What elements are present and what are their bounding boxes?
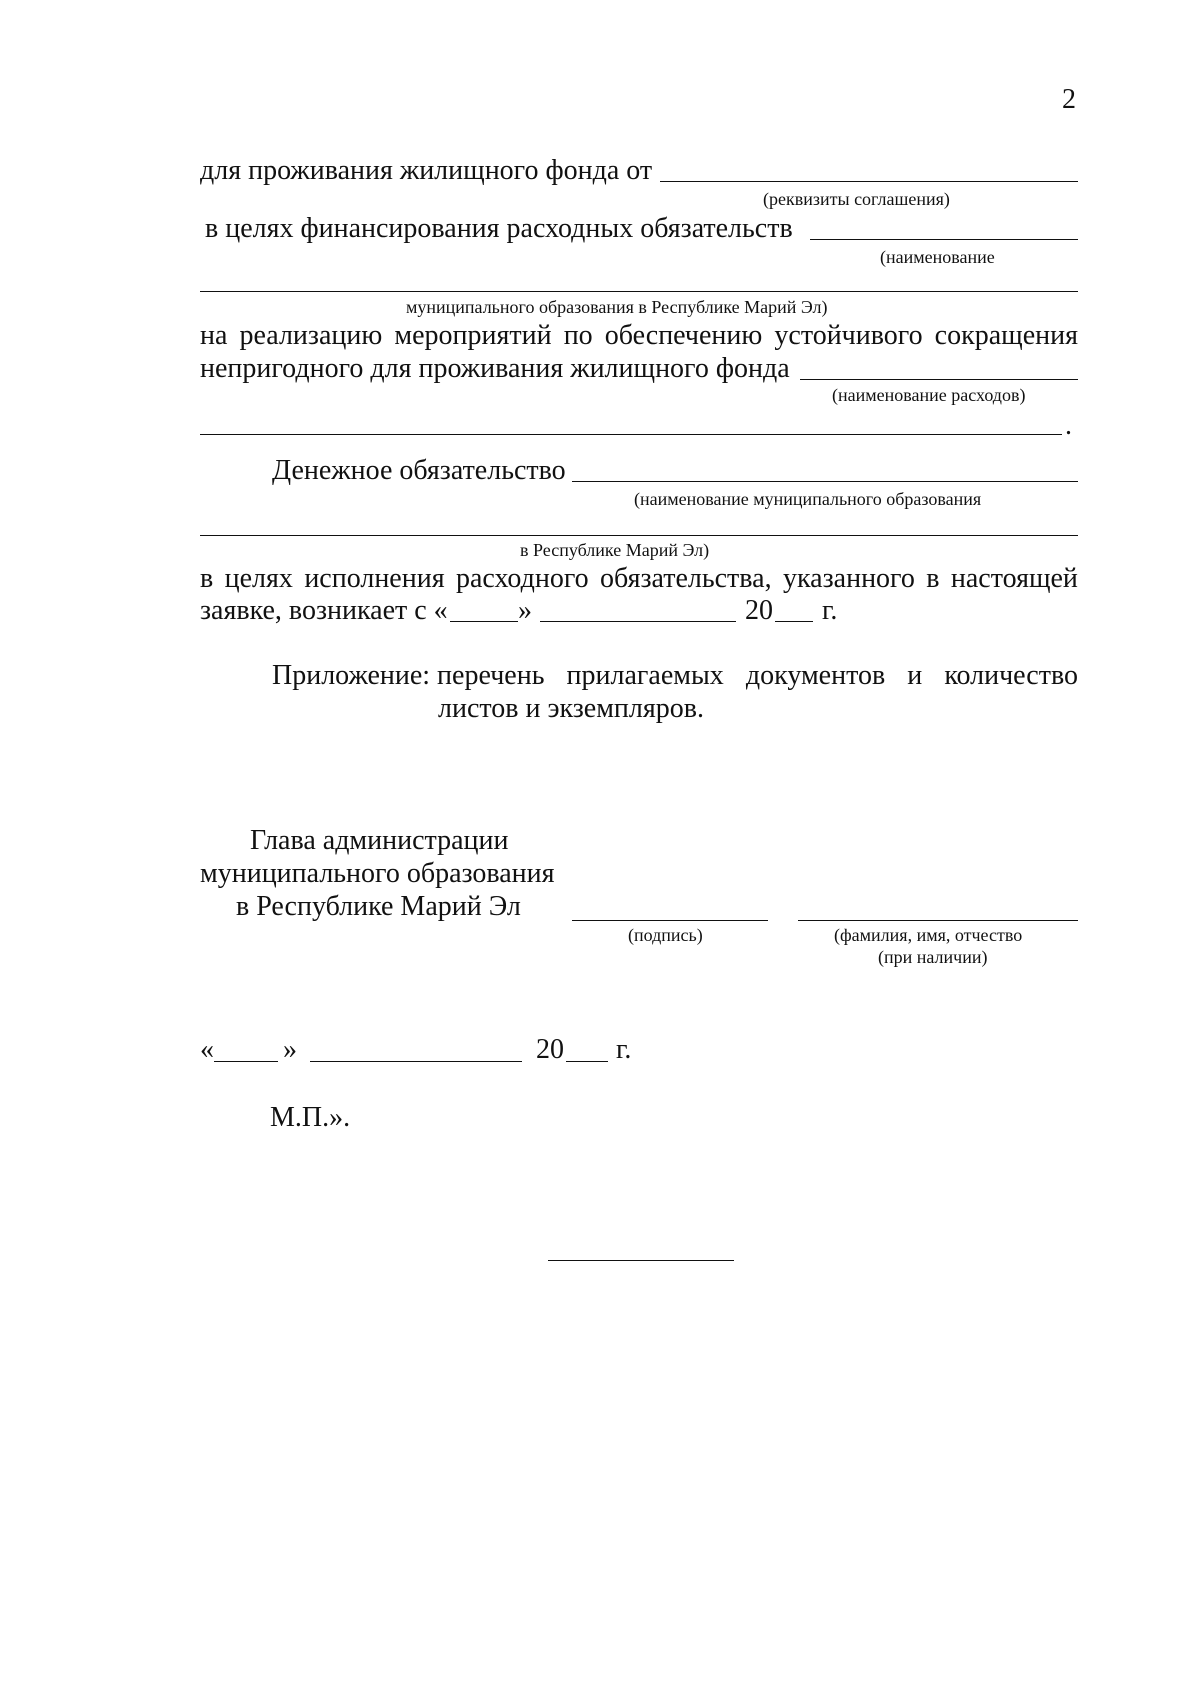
word: Приложение: перечень <box>272 660 545 691</box>
date-year-prefix: 20 <box>536 1034 564 1065</box>
blank-obligation-municipality-full <box>200 535 1078 536</box>
line-arises-from: заявке, возникает с « <box>200 595 448 626</box>
word: прилагаемых <box>566 660 724 691</box>
blank-expenses-continued <box>200 434 1062 435</box>
blank-full-name <box>798 920 1078 921</box>
caption-full-name-1: (фамилия, имя, отчество <box>834 925 1023 945</box>
word: настоящей <box>950 563 1078 594</box>
signatory-title-line-3: в Республике Марий Эл <box>236 891 521 922</box>
line-housing-fund-from: для проживания жилищного фонда от <box>200 155 653 186</box>
caption-full-name-2: (при наличии) <box>878 947 988 967</box>
caption-municipality: муниципального образования в Республике Марий Эл) <box>406 297 828 317</box>
word: целях <box>224 563 293 594</box>
line-implementation-measures <box>200 320 1078 352</box>
word: количество <box>944 660 1078 691</box>
attachment-line <box>272 660 1078 692</box>
caption-name: (наименование <box>880 247 995 267</box>
word: обеспечению <box>604 320 763 351</box>
word: документов <box>745 660 886 691</box>
caption-republic: в Республике Марий Эл) <box>520 540 710 560</box>
blank-date-month <box>310 1061 522 1062</box>
signatory-title-line-1: Глава администрации <box>250 825 509 856</box>
word: указанного <box>782 563 915 594</box>
word: обязательства, <box>600 563 772 594</box>
blank-signature <box>572 920 768 921</box>
line-execution-obligation <box>200 563 1078 595</box>
line-financing-obligations: в целях финансирования расходных обязательств <box>205 213 793 244</box>
word: исполнения <box>304 563 445 594</box>
line-unfit-housing: непригодного для проживания жилищного фонда <box>200 353 790 384</box>
blank-municipality-full <box>200 291 1078 292</box>
word: мероприятий <box>394 320 552 351</box>
date-quote-open: « <box>200 1034 214 1065</box>
stamp-place: М.П.». <box>270 1102 351 1133</box>
word: по <box>563 320 593 351</box>
year-suffix: г. <box>822 595 838 626</box>
monetary-obligation-label: Денежное обязательство <box>272 455 566 486</box>
blank-month <box>540 621 736 622</box>
blank-agreement-details <box>660 181 1078 182</box>
blank-day <box>450 621 518 622</box>
caption-agreement-details: (реквизиты соглашения) <box>763 189 950 209</box>
blank-date-day <box>214 1061 278 1062</box>
caption-expenses: (наименование расходов) <box>832 385 1026 405</box>
word: на <box>200 320 228 351</box>
line-end-period: . <box>1065 410 1072 441</box>
word: в <box>200 563 214 594</box>
blank-expenses-name <box>800 379 1078 380</box>
blank-date-year <box>566 1061 608 1062</box>
word: и <box>907 660 923 691</box>
year-prefix: 20 <box>745 595 773 626</box>
caption-municipality-name: (наименование муниципального образования <box>634 489 982 509</box>
blank-obligation-municipality <box>572 481 1078 482</box>
closing-separator <box>548 1260 734 1261</box>
word: расходного <box>455 563 589 594</box>
date-year-suffix: г. <box>616 1034 632 1065</box>
blank-year <box>775 621 813 622</box>
page-number: 2 <box>1062 84 1076 115</box>
attachment-line-2: листов и экземпляров. <box>438 693 704 724</box>
caption-signature: (подпись) <box>628 925 703 945</box>
word: устойчивого <box>774 320 923 351</box>
word: сокращения <box>934 320 1078 351</box>
blank-municipality-name <box>810 239 1078 240</box>
signatory-title-line-2: муниципального образования <box>200 858 555 889</box>
word: в <box>926 563 940 594</box>
word: реализацию <box>239 320 383 351</box>
date-quote-close: » <box>283 1034 297 1065</box>
quote-close: » <box>518 595 532 626</box>
